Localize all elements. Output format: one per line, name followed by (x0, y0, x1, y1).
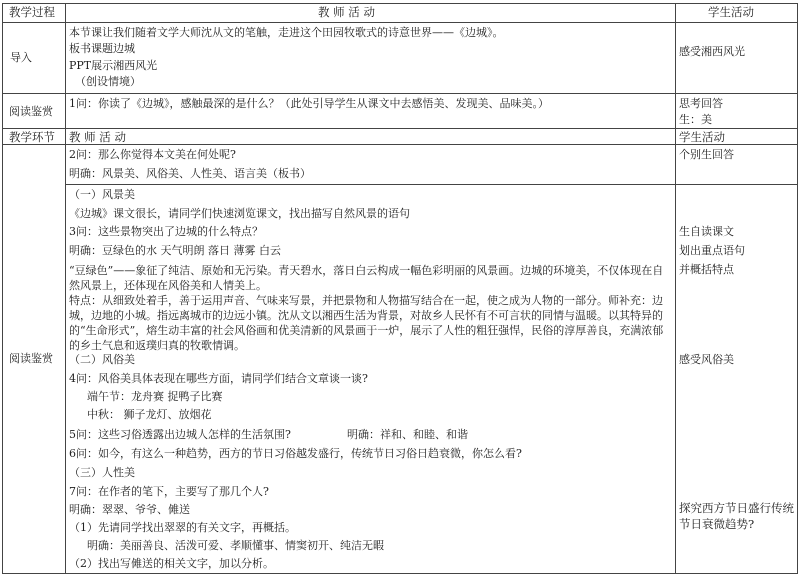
row-divider (65, 184, 797, 185)
header-teacher-activity: 教 师 活 动 (318, 5, 375, 19)
table-border-top (2, 3, 797, 4)
column-divider (65, 3, 66, 574)
question-5: 5问：这些习俗透露出边城人怎样的生活氛围? (69, 428, 291, 441)
scenery-paragraph: “豆绿色”——象征了纯洁、原始和无污染。青天碧水，落日白云构成一幅色彩明丽的风景画。边城的环境美，不仅体现在自然风景上，还体现在风俗美和人情美上。 (69, 264, 664, 292)
task-2: （2）找出写傩送的相关文字，加以分析。 (69, 557, 274, 570)
section-heading-humanity: （三）人性美 (69, 466, 135, 479)
student-response: 感受风俗美 (679, 353, 734, 366)
reading-label-2: 阅读鉴赏 (9, 352, 53, 365)
section-heading-customs: （二）风俗美 (69, 353, 135, 366)
student-response: 生：美 (679, 113, 712, 126)
answer-3: 明确：豆绿色的水 天气明朗 落日 薄雾 白云 (69, 244, 281, 257)
column-divider (675, 3, 676, 574)
task-1: （1）先请同学找出翠翠的有关文字，再概括。 (69, 521, 296, 534)
row-divider (2, 93, 797, 94)
intro-student: 感受湘西风光 (679, 45, 745, 58)
row-divider (2, 144, 797, 145)
question-1: 1问：你读了《边城》，感触最深的是什么？（此处引导学生从课文中去感悟美、发现美、品味美。） (69, 97, 549, 110)
intro-line: （创设情境） (75, 75, 141, 88)
table-border-right (797, 3, 798, 574)
reading-label: 阅读鉴赏 (9, 105, 53, 118)
intro-label: 导入 (10, 51, 32, 64)
answer-7: 明确：翠翠、爷爷、傩送 (69, 503, 190, 516)
row-divider (2, 22, 797, 23)
student-response: 个别生回答 (679, 148, 734, 161)
question-7: 7问：在作者的笔下，主要写了那几个人? (69, 485, 269, 498)
question-4: 4问：风俗美具体表现在哪些方面，请同学们结合文章谈一谈? (69, 372, 368, 385)
intro-line: 板书课题边城 (69, 42, 135, 55)
table-border-left (2, 3, 3, 574)
scenery-paragraph: 特点：从细致处着手，善于运用声音、气味来写景，并把景物和人物描写结合在一起，使之成为人物的一部分。师补充：边城，边地的小城。指远离城市的边远小镇。沈从文以湘西生活为背景，对故乡人民怀有不可言状的同情与温暖。以其特异的的“生命形式”，熔生动丰富的社会风俗画和优美清新的风景画于一炉，展示了人性的粗狂强悍，民俗的淳厚善良，充满浓郁的乡土气息和返璞归真的牧歌情调。 (69, 294, 664, 352)
student-response: 思考回答 (679, 97, 723, 110)
question-3: 3问：这些景物突出了边城的什么特点？ (69, 225, 263, 238)
section-heading-scenery: （一）风景美 (69, 188, 135, 201)
header-student-activity: 学生活动 (708, 5, 754, 19)
scenery-intro: 《边城》课文很长，请同学们快速浏览课文，找出描写自然风景的语句 (69, 207, 410, 220)
answer-5: 明确：祥和、和睦、和谐 (347, 428, 468, 441)
row-divider (2, 128, 797, 129)
table-border-bottom (2, 573, 797, 574)
intro-line: PPT展示湘西风光 (69, 59, 158, 72)
header-teacher-activity-2: 教 师 活 动 (69, 130, 126, 144)
header-student-activity-2: 学生活动 (679, 130, 725, 144)
student-response: 划出重点语句 (679, 244, 745, 257)
answer-task-1: 明确：美丽善良、活泼可爱、孝顺懂事、情窦初开、纯洁无暇 (87, 539, 384, 552)
customs-item: 中秋： 狮子龙灯、放烟花 (87, 408, 212, 421)
header-process: 教学过程 (9, 5, 55, 19)
answer-2: 明确：风景美、风俗美、人性美、语言美（板书） (69, 167, 311, 180)
question-2: 2问：那么你觉得本文美在何处呢? (69, 148, 236, 161)
customs-item: 端午节：龙舟赛 捉鸭子比赛 (87, 390, 223, 403)
intro-line: 本节课让我们随着文学大师沈从文的笔触，走进这个田园牧歌式的诗意世界——《边城》。 (69, 26, 504, 39)
student-response: 生自读课文 (679, 225, 734, 238)
student-response: 探究西方节日盛行传统节日衰微趋势? (679, 501, 794, 531)
question-6: 6问：如今，有这么一种趋势，西方的节日习俗越发盛行，传统节日习俗日趋衰微，你怎么看? (69, 447, 522, 460)
header-stage: 教学环节 (9, 130, 55, 144)
student-response: 并概括特点 (679, 263, 734, 276)
